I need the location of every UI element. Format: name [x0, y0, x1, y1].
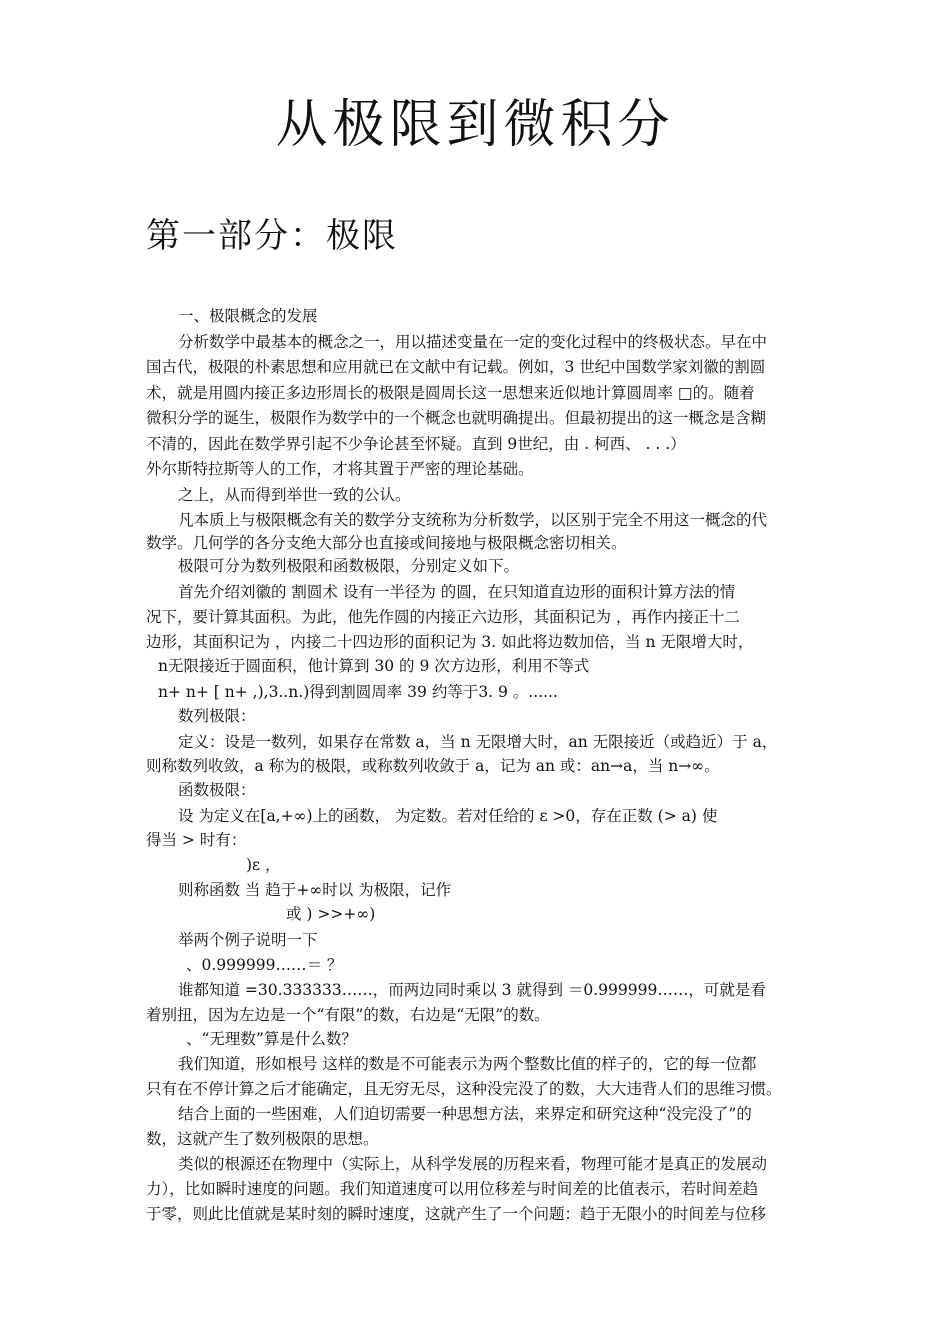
text-line: 只有在不停计算之后才能确定，且无穷无尽，这种没完没了的数，大大违背人们的思维习惯。	[146, 1080, 782, 1098]
text-line: 数，这就产生了数列极限的思想。	[146, 1130, 379, 1148]
text-line: 国古代，极限的朴素思想和应用就已在文献中有记载。例如，3 世纪中国数学家刘徽的割圆	[146, 358, 766, 376]
text-line: 举两个例子说明一下	[178, 931, 318, 949]
text-line: 外尔斯特拉斯等人的工作，才将其置于严密的理论基础。	[146, 460, 534, 478]
text-line: 术，就是用圆内接正多边形周长的极限是圆周长这一思想来近似地计算圆周率 □的。随着	[146, 384, 755, 402]
formula-line: )ε ，	[246, 856, 281, 874]
text-line: 则称数列收敛，a 称为的极限，或称数列收敛于 a，记为 an 或：an→a，当 n→∞。	[146, 757, 720, 775]
text-line: 况下，要计算其面积。为此，他先作圆的内接正六边形，其面积记为 ，再作内接正十二	[146, 608, 740, 626]
formula-line: n+ n+ [ n+ ,),3..n.)得到割圆周率 39 约等于3. 9 。......	[158, 683, 558, 701]
text-line: 于零，则此比值就是某时刻的瞬时速度，这就产生了一个问题：趋于无限小的时间差与位移	[146, 1205, 767, 1223]
text-line: n无限接近于圆面积，他计算到 30 的 9 次方边形，利用不等式	[158, 657, 590, 675]
text-line: 设 为定义在[a,+∞)上的函数， 为定数。若对任给的 ε >0，存在正数 (> a) 使	[178, 807, 718, 825]
text-line: 力），比如瞬时速度的问题。我们知道速度可以用位移差与时间差的比值表示，若时间差趋	[146, 1180, 759, 1198]
text-line: 边形，其面积记为 ，内接二十四边形的面积记为 3. 如此将边数加倍，当 n 无限增大时，	[146, 633, 754, 651]
text-line: 我们知道，形如根号 这样的数是不可能表示为两个整数比值的样子的，它的每一位都	[178, 1055, 757, 1073]
text-line: 得当 > 时有：	[146, 831, 247, 849]
section-label: 数列极限：	[178, 707, 256, 725]
text-line: 不清的，因此在数学界引起不少争论甚至怀疑。直到 9世纪，由 . 柯西、 . . .）	[146, 435, 686, 453]
part-heading: 第一部分：极限	[146, 216, 398, 256]
text-line: 分析数学中最基本的概念之一，用以描述变量在一定的变化过程中的终极状态。早在中	[178, 333, 768, 351]
text-line: 凡本质上与极限概念有关的数学分支统称为分析数学，以区别于完全不用这一概念的代	[178, 511, 768, 529]
text-line: 微积分学的诞生，极限作为数学中的一个概念也就明确提出。但最初提出的这一概念是含糊	[146, 409, 767, 427]
text-line: 数学。几何学的各分支绝大部分也直接或间接地与极限概念密切相关。	[146, 534, 627, 552]
document-title: 从极限到微积分	[275, 95, 675, 155]
text-line: 首先介绍刘徽的 割圆术 设有一半径为 的圆，在只知道直边形的面积计算方法的情	[178, 583, 736, 601]
section-heading: 一、极限概念的发展	[178, 307, 318, 325]
formula-line: 或 ) >>+∞)	[286, 905, 376, 923]
text-line: 、0.999999……＝ ？	[186, 956, 343, 974]
text-line: 定义：设是一数列，如果存在常数 a，当 n 无限增大时，an 无限接近（或趋近）于 a，	[178, 733, 778, 751]
text-line: 类似的根源还在物理中（实际上，从科学发展的历程来看，物理可能才是真正的发展动	[178, 1155, 768, 1173]
text-line: 、“无理数”算是什么数？	[186, 1030, 357, 1048]
section-label: 函数极限：	[178, 781, 256, 799]
text-line: 则称函数 当 趋于+∞时以 为极限，记作	[178, 881, 452, 899]
text-line: 极限可分为数列极限和函数极限，分别定义如下。	[178, 557, 520, 575]
text-line: 之上，从而得到举世一致的公认。	[178, 486, 411, 504]
text-line: 着别扭，因为左边是一个“有限”的数，右边是“无限”的数。	[146, 1006, 550, 1024]
text-line: 谁都知道 =30.333333……，而两边同时乘以 3 就得到 ＝0.999999……，可就是看	[178, 981, 766, 999]
text-line: 结合上面的一些困难，人们迫切需要一种思想方法，来界定和研究这种“没完没了”的	[178, 1105, 752, 1123]
